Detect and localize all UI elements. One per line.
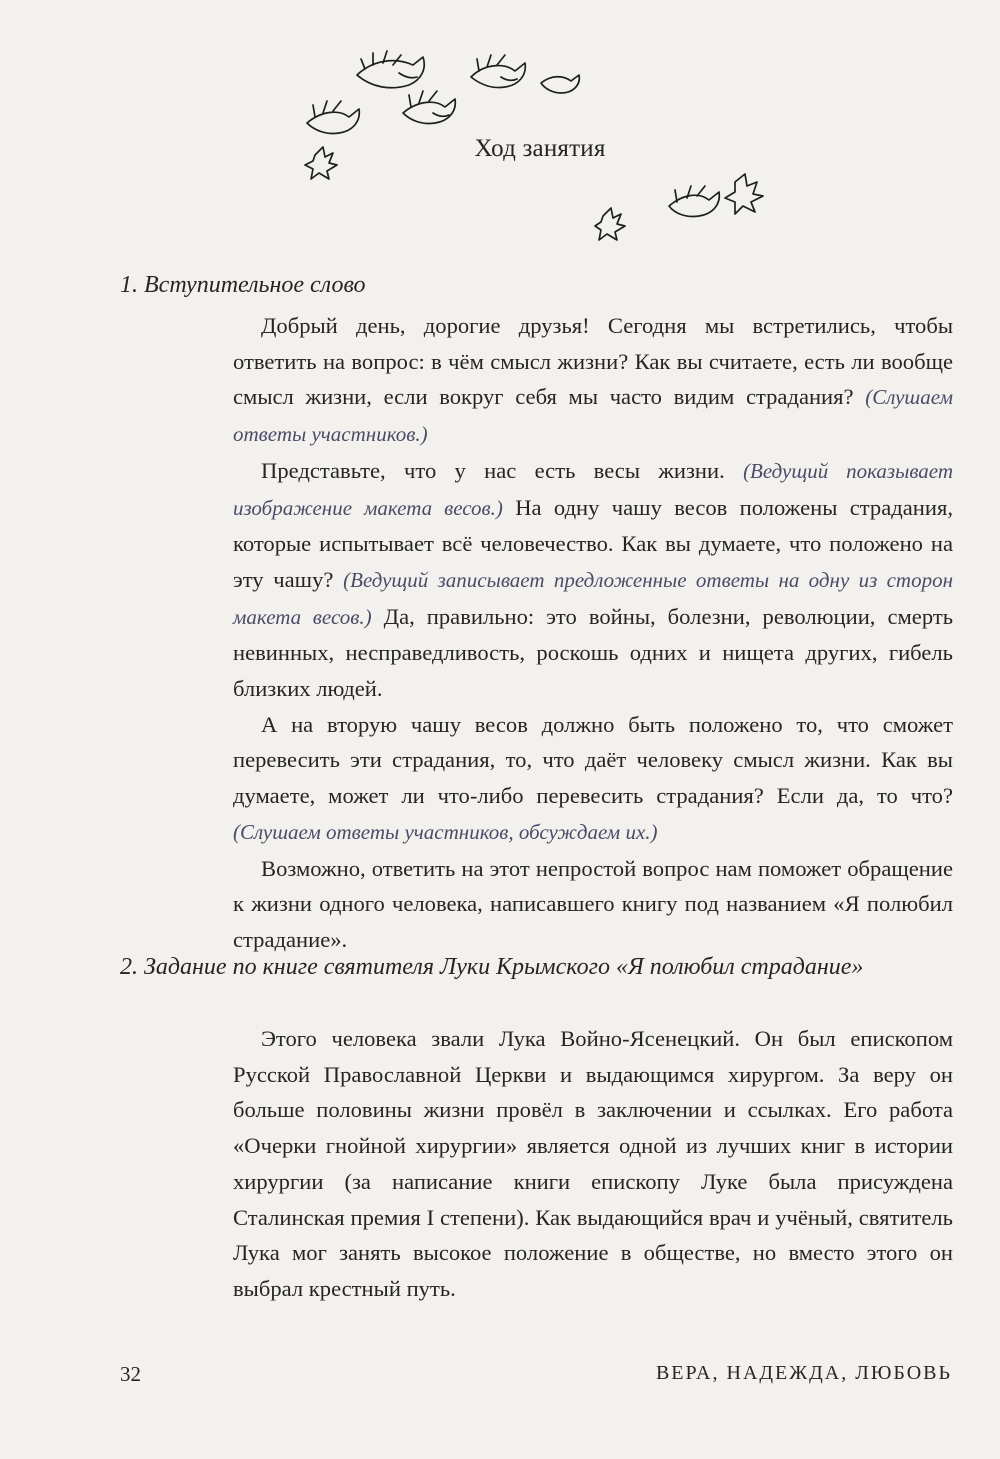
page-title: Ход занятия — [474, 135, 606, 162]
text-run: На одну чашу весов положены страдания, которые испытывает всё человечество. Как вы думаете, что положено на эту чашу? — [233, 494, 953, 592]
paragraph — [233, 1021, 953, 1307]
stage-direction: (Ведущий записывает предложенные ответы на одну из сторон макета весов.) — [233, 567, 953, 629]
paragraph — [233, 308, 953, 453]
section-body-2 — [233, 1021, 953, 1307]
leaves-birds-doodle-icon — [595, 168, 785, 248]
section-heading-2: 2. Задание по книге святителя Луки Крымского «Я полюбил страдание» — [120, 954, 864, 980]
stage-direction: (Ведущий показывает изображение макета весов.) — [233, 458, 953, 520]
running-footer-title: ВЕРА, НАДЕЖДА, ЛЮБОВЬ — [655, 1362, 952, 1384]
paragraph — [233, 851, 953, 958]
paragraph — [233, 707, 953, 851]
stage-direction: (Слушаем ответы участников.) — [233, 385, 953, 447]
page-number: 32 — [120, 1362, 141, 1386]
text-run: Этого человека звали Лука Войно-Ясенецкий. Он был епископом Русской Православной Церкви и выдающимся хирургом. За веру он больше половины жизни провёл в заключении и ссылках. Его работа «Очерки гнойной хирургии» является одной из лучших книг в истории хирургии (за написание книги епископу Луке была присуждена Сталинская премия I степени). Как выдающийся врач и учёный, святитель Лука мог занять высокое положение в обществе, но вместо этого он выбрал крестный путь. — [233, 1026, 953, 1301]
text-run: А на вторую чашу весов должно быть положено то, что сможет перевесить эти страдания, то, что даёт человеку смысл жизни. Как вы думаете, может ли что-либо перевесить страдания? Если да, то что? — [233, 711, 953, 809]
flying-hands-doodle-icon — [295, 35, 595, 195]
section-heading-1: 1. Вступительное слово — [120, 272, 366, 298]
stage-direction: (Слушаем ответы участников, обсуждаем их.) — [233, 819, 658, 844]
text-run: Добрый день, дорогие друзья! Сегодня мы встретились, чтобы ответить на вопрос: в чём смысл жизни? Как вы считаете, есть ли вообще смысл жизни, если вокруг себя мы часто видим страдания? — [233, 313, 953, 410]
section-body-1 — [233, 308, 953, 958]
paragraph — [233, 453, 953, 707]
text-run: Возможно, ответить на этот непростой вопрос нам поможет обращение к жизни одного человека, написавшего книгу под названием «Я полюбил страдание». — [233, 855, 953, 952]
text-run: Да, правильно: это войны, болезни, революции, смерть невинных, несправедливость, роскошь одних и нищета других, гибель близких людей. — [233, 603, 954, 702]
text-run: Представьте, что у нас есть весы жизни. — [261, 457, 744, 483]
